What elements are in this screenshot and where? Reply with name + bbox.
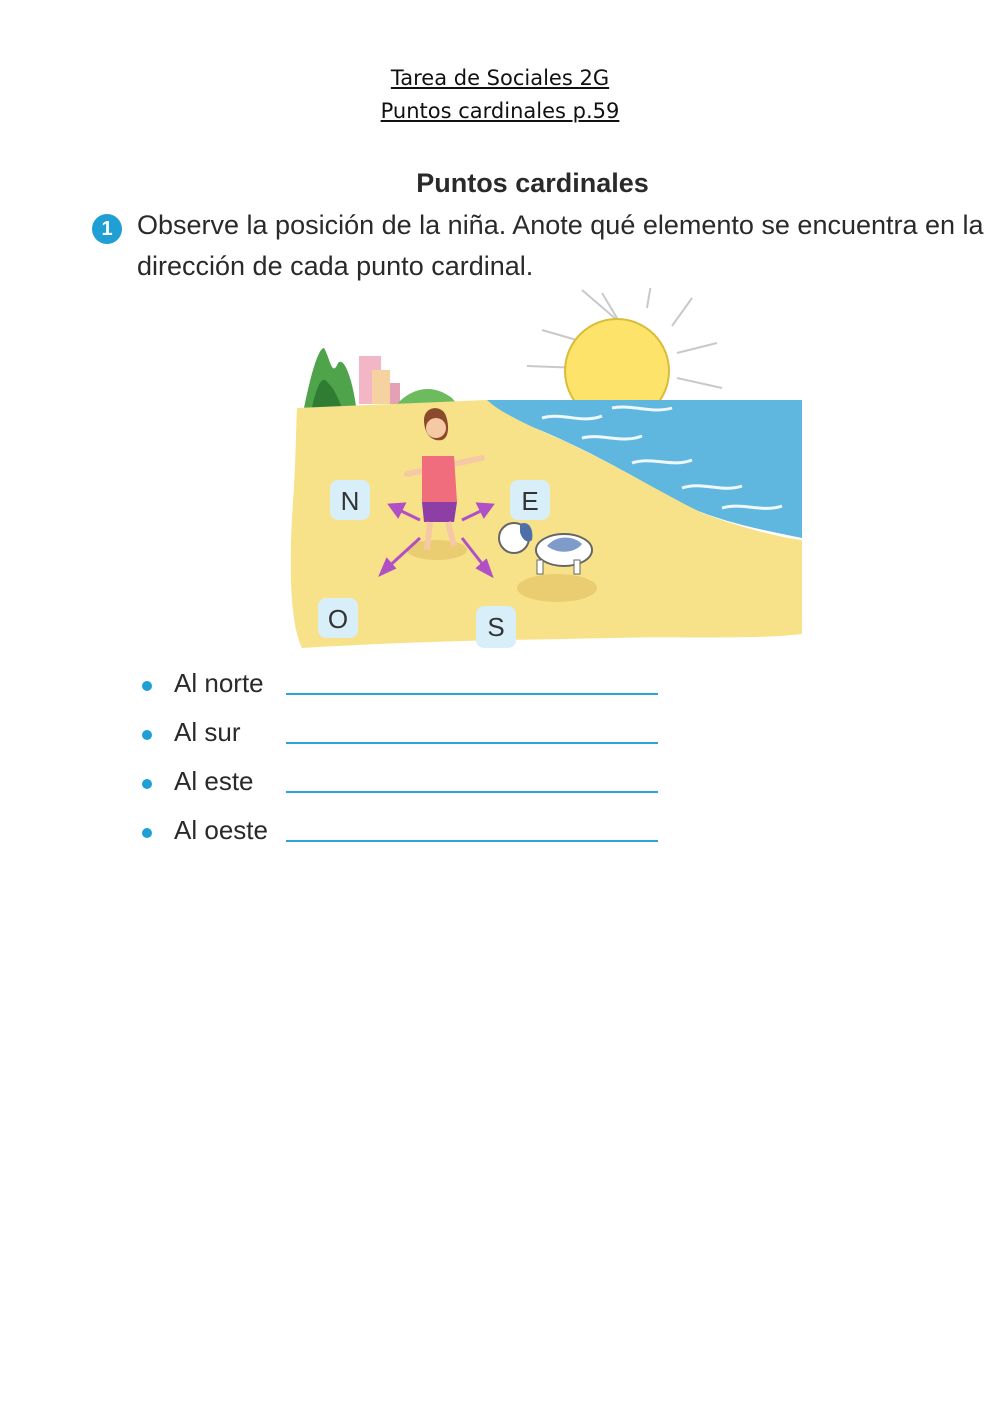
- answer-blank-north[interactable]: [286, 693, 658, 695]
- bullet-icon: [142, 828, 152, 838]
- north-label: N: [340, 486, 360, 516]
- answer-label-north: Al norte: [174, 668, 264, 698]
- buildings-icon: [359, 356, 457, 404]
- answer-blank-west[interactable]: [286, 840, 658, 842]
- answer-row-north: [140, 666, 680, 715]
- answer-blank-east[interactable]: [286, 791, 658, 793]
- answer-row-west: [140, 813, 680, 862]
- section-title: Puntos cardinales: [416, 168, 649, 198]
- east-label: E: [521, 486, 539, 516]
- answer-label-west: Al oeste: [174, 815, 268, 845]
- south-label: S: [487, 612, 505, 642]
- question-text: Observe la posición de la niña. Anote qué elemento se encuentra en la dirección de cada punto cardinal.: [137, 210, 984, 281]
- answer-list: [140, 666, 680, 862]
- answer-blank-south[interactable]: [286, 742, 658, 744]
- trees-icon: [304, 348, 356, 408]
- beach-illustration: [282, 288, 812, 656]
- west-label: O: [327, 604, 349, 634]
- header-subtitle: Puntos cardinales p.59: [380, 99, 620, 123]
- question-number-badge: 1: [92, 214, 122, 244]
- answer-row-east: [140, 764, 680, 813]
- answer-row-south: [140, 715, 680, 764]
- bullet-icon: [142, 779, 152, 789]
- bullet-icon: [142, 730, 152, 740]
- answer-label-east: Al este: [174, 766, 254, 796]
- worksheet-header: [0, 62, 1000, 128]
- header-title: Tarea de Sociales 2G: [390, 66, 610, 90]
- bullet-icon: [142, 681, 152, 691]
- answer-label-south: Al sur: [174, 717, 241, 747]
